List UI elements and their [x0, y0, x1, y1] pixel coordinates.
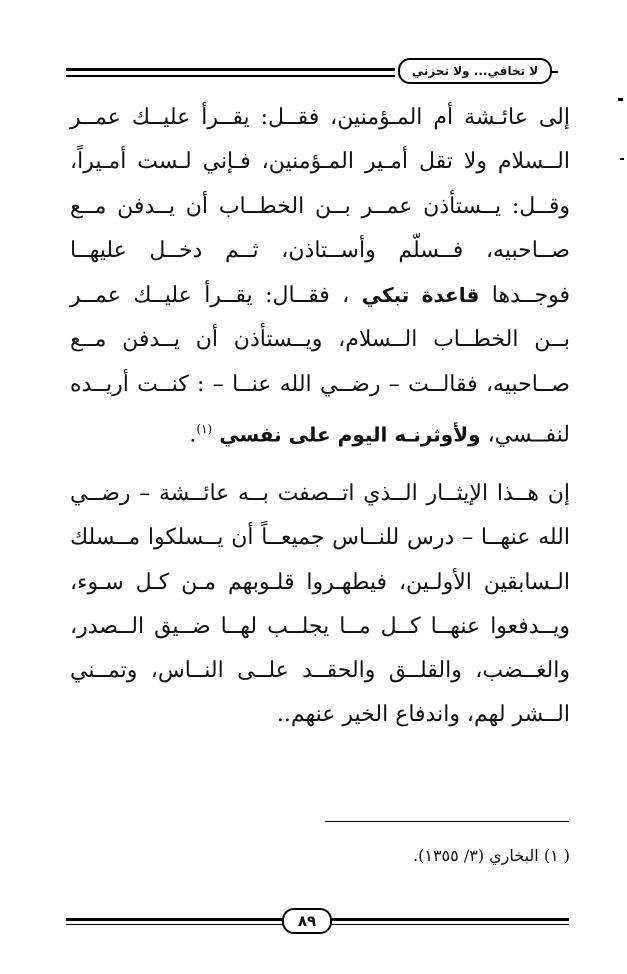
running-header — [398, 58, 552, 84]
paragraph-1-emphasis-2: ولأوثرنـه اليوم على نفسي — [219, 422, 481, 447]
footer-rule-right — [330, 918, 569, 921]
paragraph-2 — [70, 472, 570, 738]
footer-rule-left-thin — [66, 924, 284, 925]
header-rule-bottom — [66, 75, 395, 77]
footer-rule-left — [66, 918, 284, 921]
footer-rule-right-thin — [330, 924, 569, 925]
page-number — [282, 908, 332, 934]
paragraph-1 — [70, 96, 570, 458]
header-rule-end — [552, 71, 558, 73]
paragraph-1-intro: إلى عائـشة أم المـؤمنين، فقــل: يقــرأ عليــك عمــر الــسلام ولا تقل أمـير المـؤمنين، فـإني لـست أمـيراً، وقــل: يــستأذن عمــر بــن الخطــاب أن يــدفن مــع صــاحبيه، فــسلّم وأســتاذن، ثــم دخــل عليهــا فوجــدها — [70, 105, 570, 309]
margin-mark-bottom — [620, 158, 624, 160]
footnote-separator — [325, 821, 569, 822]
paragraph-2-text: إن هــذا الإيثــار الــذي اتــصفت بــه عائــشة – رضــي الله عنهــا – درس للنــاس جميعــاً أن يــسلكوا مــسلك الـسابقين الأولـين، فيطهـروا قلـوبهم مـن كـل سـوء، ويــدفعوا عنهــا كــل مــا يجلــب لهــا ضــيق الــصدر، والغــضب، والقلــق والحقــد علــى النــاس، وتمــني الــشر لهم، واندفاع الخير عنهم.. — [70, 481, 570, 728]
paragraph-1-middle: ، فقــال: يقــرأ عليــك عمــر بــن الخطــاب الــسلام، ويــستأذن أن يــدفن مــع صــاحبيه، فقالــت – رضــي الله عنــا – : كنــت أريــده لنفــسي، — [70, 283, 570, 448]
header-rule-top — [66, 68, 395, 71]
footnote-reference[interactable]: (١) — [196, 422, 213, 437]
footnote: ( ١) البخاري (٣/ ١٣٥٥). — [413, 846, 570, 865]
page-number-label: ٨٩ — [297, 912, 317, 930]
running-header-title: لا تخافي... ولا تحزني — [411, 64, 539, 78]
paragraph-1-end: . — [189, 422, 197, 448]
paragraph-1-emphasis-1: قاعدة تبكي — [361, 283, 480, 308]
margin-mark-top — [618, 98, 623, 101]
